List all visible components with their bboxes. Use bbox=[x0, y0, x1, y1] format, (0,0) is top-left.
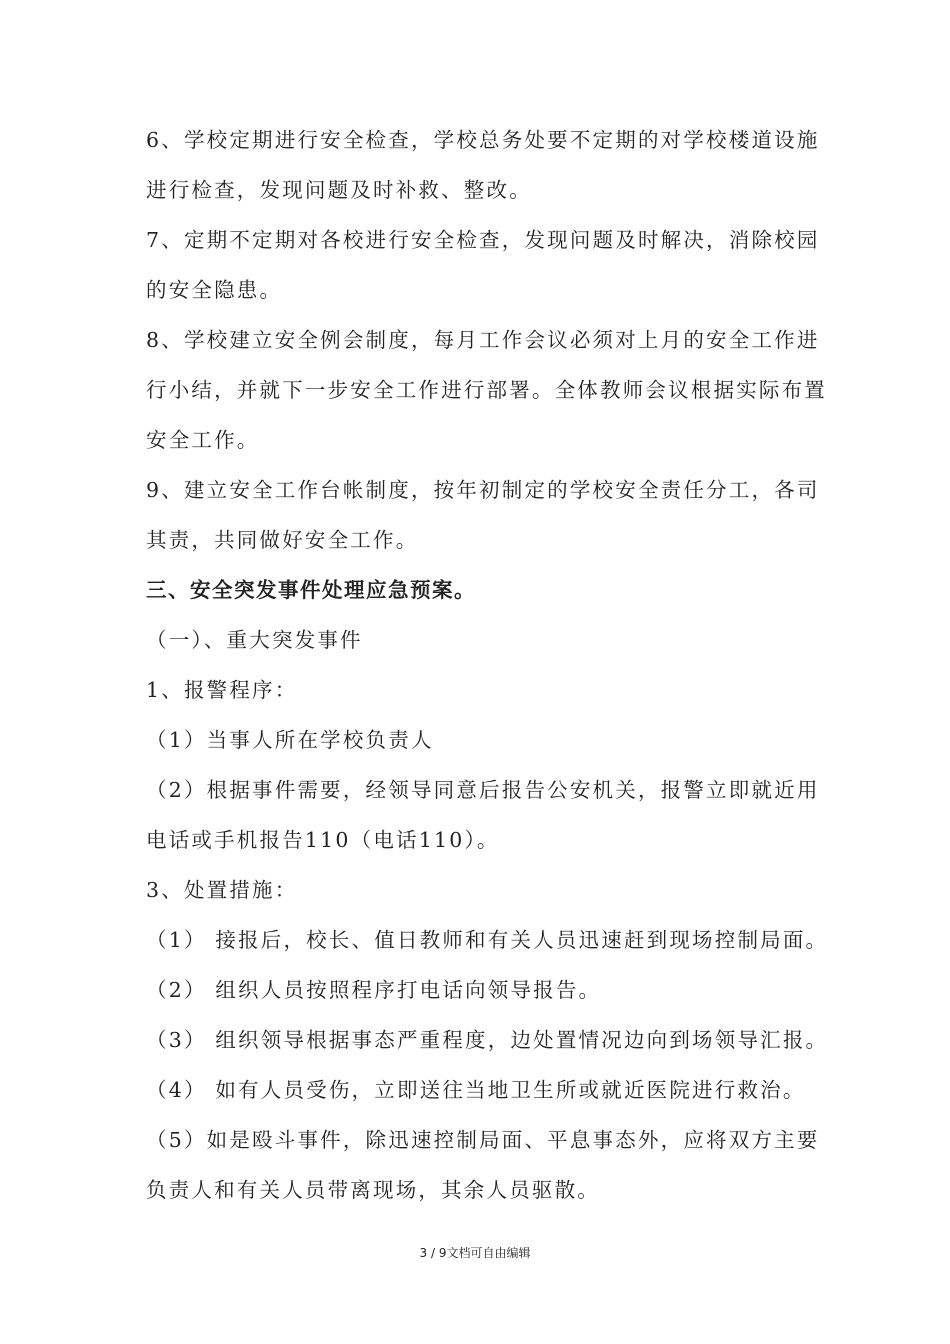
section-heading: 三、安全突发事件处理应急预案。 bbox=[146, 578, 476, 602]
text-line: （1）当事人所在学校负责人 bbox=[146, 728, 434, 752]
text-line: （2）根据事件需要，经领导同意后报告公安机关，报警立即就近用 bbox=[146, 778, 820, 802]
text-line: 进行检查，发现问题及时补救、整改。 bbox=[146, 178, 532, 202]
text-line: （2） 组织人员按照程序打电话向领导报告。 bbox=[146, 978, 602, 1002]
text-line: （5）如是殴斗事件，除迅速控制局面、平息事态外，应将双方主要 bbox=[146, 1128, 820, 1152]
page-footer: 3 / 9文档可自由编辑 bbox=[419, 1246, 531, 1260]
text-line: 其责，共同做好安全工作。 bbox=[146, 528, 419, 552]
text-line: （4） 如有人员受伤，立即送往当地卫生所或就近医院进行救治。 bbox=[146, 1078, 806, 1102]
text-line: 的安全隐患。 bbox=[146, 278, 283, 302]
text-line: 9、建立安全工作台帐制度，按年初制定的学校安全责任分工，各司 bbox=[146, 478, 820, 502]
text-line: （1） 接报后，校长、值日教师和有关人员迅速赶到现场控制局面。 bbox=[146, 928, 829, 952]
text-line: 电话或手机报告110（电话110）。 bbox=[146, 828, 500, 852]
text-line: （3） 组织领导根据事态严重程度，边处置情况边向到场领导汇报。 bbox=[146, 1028, 829, 1052]
text-line: 8、学校建立安全例会制度，每月工作会议必须对上月的安全工作进 bbox=[146, 328, 820, 352]
text-line: 安全工作。 bbox=[146, 428, 260, 452]
subsection-heading: （一）、重大突发事件 bbox=[146, 628, 363, 652]
text-line: 1、报警程序： bbox=[146, 678, 298, 702]
text-line: 负责人和有关人员带离现场，其余人员驱散。 bbox=[146, 1178, 600, 1202]
text-line: 6、学校定期进行安全检查，学校总务处要不定期的对学校楼道设施 bbox=[146, 128, 820, 152]
text-line: 行小结，并就下一步安全工作进行部署。全体教师会议根据实际布置 bbox=[146, 378, 827, 402]
document-body bbox=[146, 115, 829, 1215]
text-line: 3、处置措施： bbox=[146, 878, 298, 902]
text-line: 7、定期不定期对各校进行安全检查，发现问题及时解决，消除校园 bbox=[146, 228, 820, 252]
